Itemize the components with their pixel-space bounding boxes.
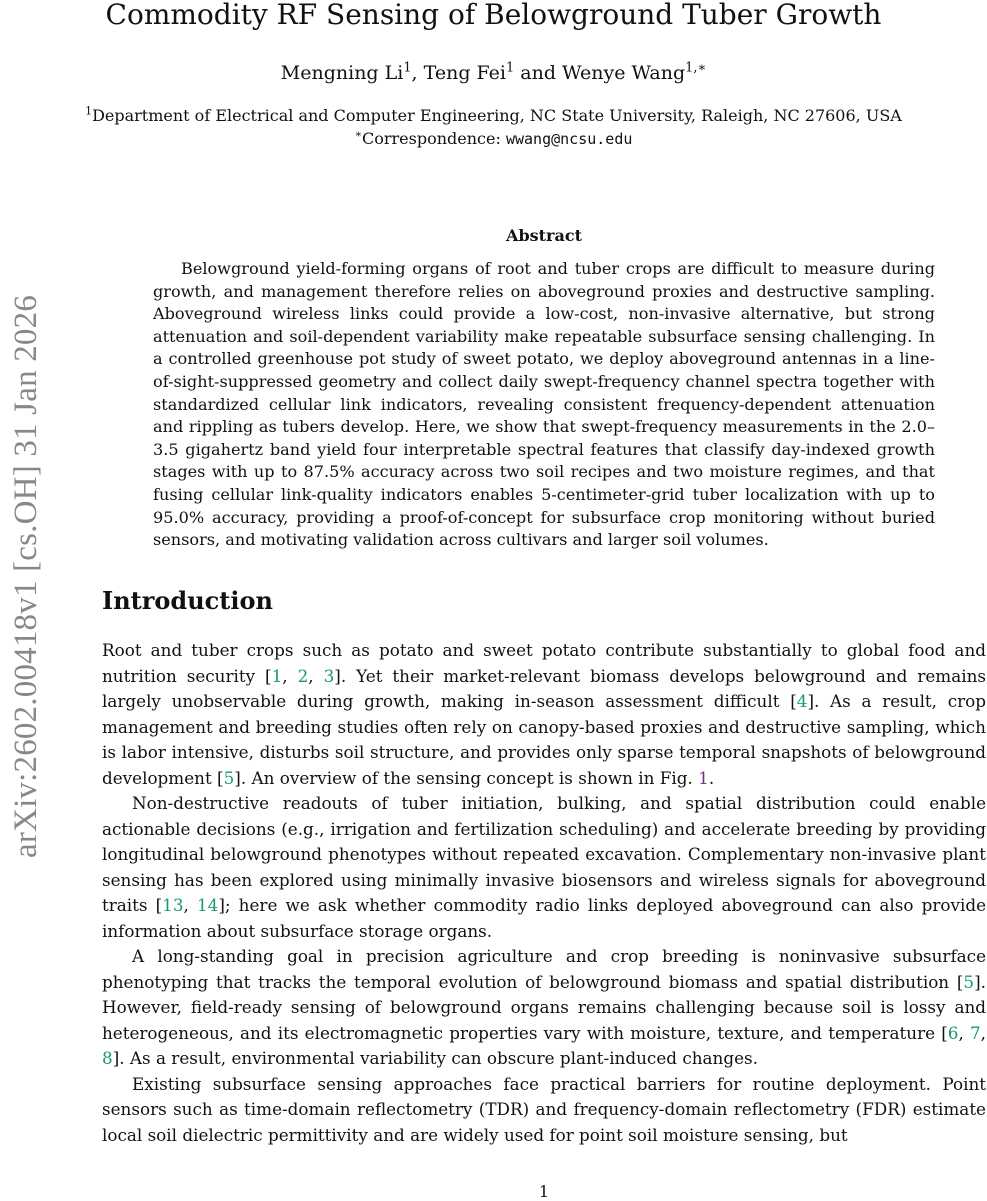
author-affil-mark: 1 bbox=[403, 60, 412, 76]
affiliation-block bbox=[0, 104, 987, 151]
affil-mark: 1 bbox=[85, 104, 93, 118]
author-name: Teng Fei bbox=[423, 62, 506, 84]
paragraph: Root and tuber crops such as potato and sweet potato contribute substantially to global food and nutrition security [1, 2, 3]. Yet their market-relevant biomass develops belowground and remains largely unobservable during growth, making in-season assessment difficult [4]. As a result, crop management and breeding studies often rely on canopy-based proxies and destructive sampling, which is labor intensive, disturbs soil structure, and provides only sparse temporal snapshots of belowground development [5]. An overview of the sensing concept is shown in Fig. 1. bbox=[102, 640, 987, 788]
citation-link[interactable]: 3 bbox=[323, 665, 335, 686]
abstract-heading: Abstract bbox=[506, 226, 582, 245]
author-separator: and bbox=[514, 62, 563, 84]
citation-link[interactable]: 2 bbox=[297, 665, 309, 686]
author-list bbox=[0, 60, 987, 86]
introduction-body bbox=[102, 638, 986, 1148]
corr-email[interactable]: wwang@ncsu.edu bbox=[505, 130, 633, 148]
paragraph: A long-standing goal in precision agriculture and crop breeding is noninvasive subsurface phenotyping that tracks the temporal evolution of belowground biomass and spatial distribution [5]. However, field-ready sensing of belowground organs remains challenging because soil is lossy and heterogeneous, and its electromagnetic properties vary with moisture, texture, and temperature [6, 7, 8]. As a result, environmental variability can obscure plant-induced changes. bbox=[102, 946, 987, 1068]
citation-link[interactable]: 1 bbox=[271, 665, 283, 686]
citation-link[interactable]: 6 bbox=[947, 1022, 959, 1043]
citation-link[interactable]: 4 bbox=[796, 691, 808, 711]
paper-title: Commodity RF Sensing of Belowground Tuber Growth bbox=[105, 0, 882, 31]
correspondence-line bbox=[0, 127, 987, 151]
figure-ref-link[interactable]: 1 bbox=[698, 767, 709, 788]
author-name: Wenye Wang bbox=[562, 62, 686, 84]
citation-link[interactable]: 5 bbox=[963, 971, 975, 992]
abstract-text: Belowground yield-forming organs of root and tuber crops are difficult to measure during growth, and management therefore relies on aboveground proxies and destructive sampling. Aboveground wireless links could provide a low-cost, non-invasive alternative, but strong attenuation and soil-dependent variability make repeatable subsurface sensing challenging. In a controlled greenhouse pot study of sweet potato, we deploy aboveground antennas in a line-of-sight-suppressed geometry and collect daily swept-frequency channel spectra together with standardized cellular link indicators, revealing consistent frequency-dependent attenuation and rippling as tubers develop. Here, we show that swept-frequency measurements in the 2.0–3.5 gigahertz band yield four interpretable spectral features that classify day-indexed growth stages with up to 87.5% accuracy across two soil recipes and two moisture regimes, and that fusing cellular link-quality indicators enables 5-centimeter-grid tuber localization with up to 95.0% accuracy, providing a proof-of-concept for subsurface crop monitoring without buried sensors, and motivating validation across cultivars and larger soil volumes. bbox=[153, 259, 935, 550]
affiliation-line bbox=[0, 104, 987, 127]
arxiv-stamp: arXiv:2602.00418v1 [cs.OH] 31 Jan 2026 bbox=[8, 294, 44, 858]
corr-mark: ∗ bbox=[354, 127, 362, 141]
author-separator: , bbox=[411, 62, 424, 84]
citation-link[interactable]: 8 bbox=[102, 1048, 113, 1068]
citation-link[interactable]: 14 bbox=[197, 895, 219, 915]
citation-link[interactable]: 13 bbox=[162, 895, 184, 915]
citation-link[interactable]: 7 bbox=[969, 1022, 981, 1043]
author-affil-mark: 1,∗ bbox=[685, 60, 707, 76]
paragraph: Existing subsurface sensing approaches face practical barriers for routine deployment. Point sensors such as time-domain reflectometry (TDR) and frequency-domain reflectometry (FDR) estimate local soil dielectric permittivity and are widely used for point soil moisture sensing, but bbox=[102, 1073, 986, 1145]
citation-link[interactable]: 5 bbox=[223, 767, 235, 788]
affiliation-text: Department of Electrical and Computer Engineering, NC State University, Raleigh, NC 27606, USA bbox=[92, 106, 902, 125]
corr-label: Correspondence: bbox=[362, 129, 506, 148]
paragraph: Non-destructive readouts of tuber initiation, bulking, and spatial distribution could enable actionable decisions (e.g., irrigation and fertilization scheduling) and accelerate breeding by providing longitudinal belowground phenotypes without repeated excavation. Complementary non-invasive plant sensing has been explored using minimally invasive biosensors and wireless signals for aboveground traits [13, 14]; here we ask whether commodity radio links deployed aboveground can also provide information about subsurface storage organs. bbox=[102, 793, 986, 941]
page-number: 1 bbox=[538, 1182, 550, 1201]
section-heading-introduction: Introduction bbox=[102, 586, 273, 615]
author-name: Mengning Li bbox=[280, 62, 404, 84]
author-affil-mark: 1 bbox=[506, 60, 515, 76]
